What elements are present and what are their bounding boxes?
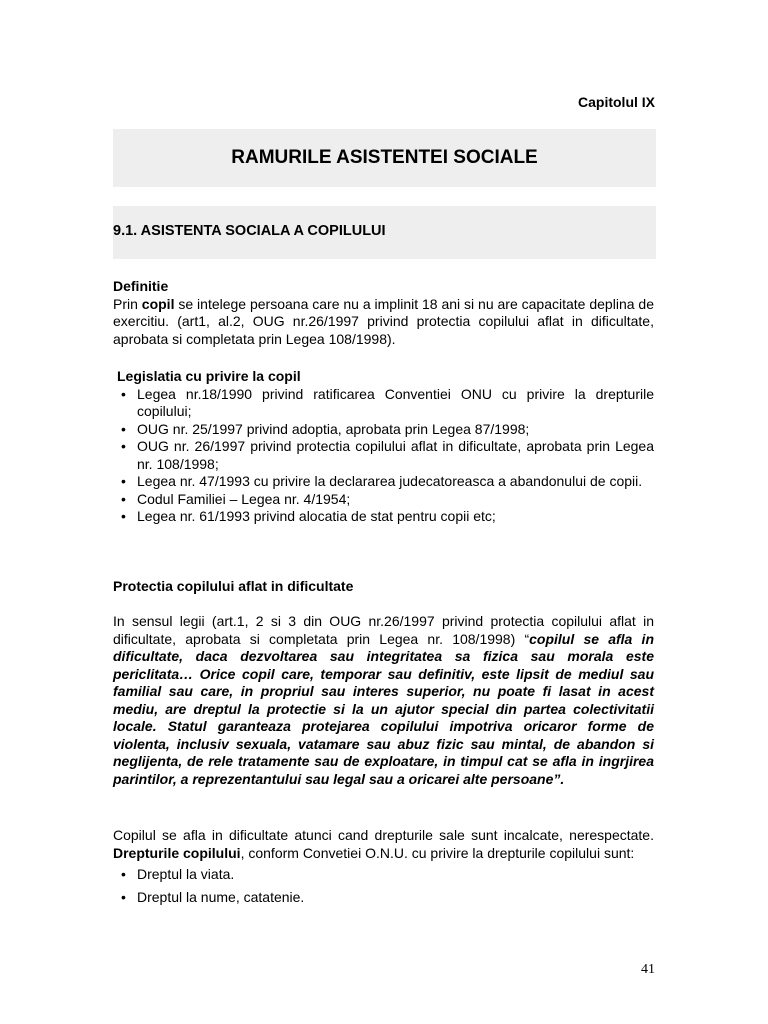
definition-heading: Definitie <box>113 278 169 294</box>
list-item: • OUG nr. 25/1997 privind adoptia, aprobata prin Legea 87/1998; <box>113 421 654 439</box>
definition-text-2: se intelege persoana care nu a implinit 18 ani si nu are capacitate deplina de exercitiu. (art1, al.2, OUG nr.26/1997 privind protectia copilului aflat in dificultate, aprobata si completata prin Legea 108/1998). <box>113 295 654 347</box>
chapter-label: Capitolul IX <box>578 94 655 110</box>
title-band <box>113 129 656 187</box>
rights-text-1: Copilul se afla in dificultate atunci cand drepturile sale sunt incalcate, nerespectate. <box>113 827 654 843</box>
legislation-block <box>113 368 654 526</box>
protection-heading: Protectia copilului aflat in dificultate <box>113 578 354 594</box>
definition-block <box>113 278 654 348</box>
section-heading: 9.1. ASISTENTA SOCIALA A COPILULUI <box>113 223 386 239</box>
protection-paragraph <box>113 613 654 788</box>
legislation-heading: Legislatia cu privire la copil <box>117 368 301 384</box>
list-item: • Dreptul la viata. <box>113 866 654 884</box>
list-item: • Legea nr. 61/1993 privind alocatia de stat pentru copii etc; <box>113 508 654 526</box>
list-item: • Dreptul la nume, catatenie. <box>113 889 654 907</box>
protection-intro: In sensul legii (art.1, 2 si 3 din OUG nr.26/1997 privind protectia copilului aflat in dificultate, aprobata si completata prin Legea nr. 108/1998) “ <box>113 613 654 647</box>
rights-block <box>113 827 654 906</box>
page-title: RAMURILE ASISTENTEI SOCIALE <box>231 147 538 168</box>
rights-text-2: , conform Convetiei O.N.U. cu privire la drepturile copilului sunt: <box>240 844 635 861</box>
definition-paragraph <box>113 296 654 349</box>
list-item: • Legea nr.18/1990 privind ratificarea Conventiei ONU cu privire la drepturile copilului; <box>113 386 654 421</box>
list-item: • OUG nr. 26/1997 privind protectia copilului aflat in dificultate, aprobata prin Legea nr. 108/1998; <box>113 438 654 473</box>
protection-quote: copilul se afla in dificultate, daca dezvoltarea sau integritatea sa fizica sau morala este periclitata… Orice copil care, temporar sau definitiv, este lipsit de mediul sau familial sau care, in propriul sau interes superior, nu poate fi lasat in acest mediu, are dreptul la protectie si la un ajutor special din partea colectivitatii locale. Statul garanteaza protejarea copilului impotriva oricaror forme de violenta, inclusiv sexuala, vatamare sau abuz fizic sau mintal, de abandon si neglijenta, de rele tratamente sau de exploatare, in timpul cat se afla in ingrjirea parintilor, a reprezentantului sau legal sau a oricarei alte persoane”. <box>113 630 654 787</box>
rights-term: Drepturile copilului <box>113 844 241 861</box>
legislation-list <box>113 386 654 526</box>
section-band <box>113 206 656 259</box>
definition-text-1: Prin <box>113 295 142 312</box>
rights-list <box>113 866 654 906</box>
list-item: • Codul Familiei – Legea nr. 4/1954; <box>113 491 654 509</box>
list-item: • Legea nr. 47/1993 cu privire la declararea judecatoreasca a abandonului de copii. <box>113 473 654 491</box>
rights-paragraph <box>113 827 654 862</box>
definition-term: copil <box>141 295 175 312</box>
page-number: 41 <box>641 962 655 977</box>
